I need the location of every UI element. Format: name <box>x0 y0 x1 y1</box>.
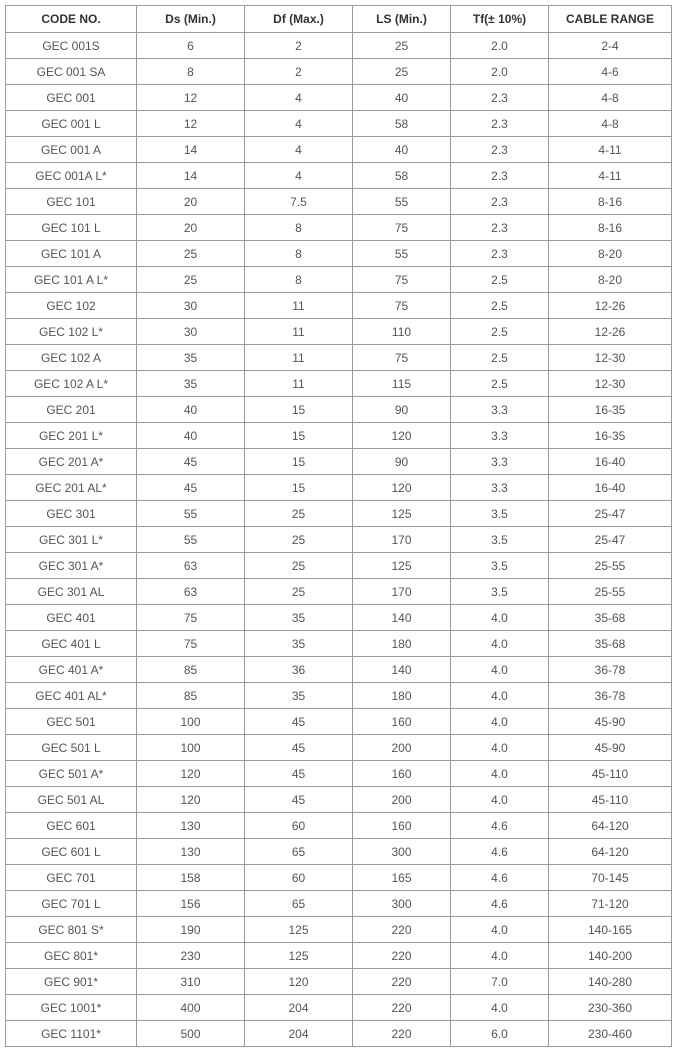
cell-cable-range: 16-40 <box>549 449 672 475</box>
cell-code-no: GEC 102 A <box>6 345 137 371</box>
cell-df-max: 35 <box>245 605 353 631</box>
cell-tf: 6.0 <box>451 1021 549 1047</box>
cell-tf: 4.0 <box>451 735 549 761</box>
cell-ds-min: 12 <box>137 85 245 111</box>
cell-cable-range: 230-460 <box>549 1021 672 1047</box>
cell-tf: 7.0 <box>451 969 549 995</box>
cell-ls-min: 120 <box>353 475 451 501</box>
cell-tf: 2.5 <box>451 371 549 397</box>
cell-ls-min: 160 <box>353 761 451 787</box>
table-row <box>6 813 672 839</box>
cell-cable-range: 8-20 <box>549 267 672 293</box>
cell-code-no: GEC 201 L* <box>6 423 137 449</box>
table-row <box>6 319 672 345</box>
cell-ds-min: 25 <box>137 267 245 293</box>
cell-code-no: GEC 401 A* <box>6 657 137 683</box>
cell-code-no: GEC 301 A* <box>6 553 137 579</box>
cell-ls-min: 140 <box>353 605 451 631</box>
cell-ls-min: 58 <box>353 163 451 189</box>
cell-cable-range: 25-47 <box>549 527 672 553</box>
cell-code-no: GEC 301 AL <box>6 579 137 605</box>
cell-ds-min: 400 <box>137 995 245 1021</box>
table-row <box>6 527 672 553</box>
cell-ls-min: 160 <box>353 813 451 839</box>
table-row <box>6 163 672 189</box>
cell-tf: 2.5 <box>451 345 549 371</box>
cell-ls-min: 75 <box>353 345 451 371</box>
cell-code-no: GEC 101 L <box>6 215 137 241</box>
table-row <box>6 735 672 761</box>
cell-cable-range: 25-55 <box>549 553 672 579</box>
cell-cable-range: 8-16 <box>549 215 672 241</box>
cell-df-max: 25 <box>245 501 353 527</box>
cell-ls-min: 170 <box>353 527 451 553</box>
cell-df-max: 4 <box>245 163 353 189</box>
cell-ds-min: 8 <box>137 59 245 85</box>
cell-cable-range: 16-35 <box>549 397 672 423</box>
cell-code-no: GEC 101 A <box>6 241 137 267</box>
table-row <box>6 33 672 59</box>
cell-code-no: GEC 301 <box>6 501 137 527</box>
cell-tf: 3.5 <box>451 501 549 527</box>
cell-df-max: 4 <box>245 137 353 163</box>
cell-ds-min: 500 <box>137 1021 245 1047</box>
header-ls-min: LS (Min.) <box>353 6 451 33</box>
table-row <box>6 683 672 709</box>
cell-df-max: 45 <box>245 787 353 813</box>
cell-ls-min: 40 <box>353 85 451 111</box>
cell-cable-range: 140-200 <box>549 943 672 969</box>
table-row <box>6 59 672 85</box>
cell-tf: 2.5 <box>451 319 549 345</box>
cell-ls-min: 220 <box>353 943 451 969</box>
table-header <box>6 6 672 33</box>
cell-ls-min: 25 <box>353 33 451 59</box>
header-row <box>6 6 672 33</box>
cell-ds-min: 55 <box>137 501 245 527</box>
cell-cable-range: 64-120 <box>549 813 672 839</box>
table-row <box>6 995 672 1021</box>
cell-df-max: 15 <box>245 423 353 449</box>
cell-tf: 4.0 <box>451 917 549 943</box>
cell-cable-range: 12-30 <box>549 371 672 397</box>
cell-ds-min: 130 <box>137 813 245 839</box>
cell-code-no: GEC 102 A L* <box>6 371 137 397</box>
cell-tf: 3.3 <box>451 449 549 475</box>
table-row <box>6 943 672 969</box>
table-row <box>6 267 672 293</box>
cell-df-max: 25 <box>245 553 353 579</box>
cell-df-max: 4 <box>245 85 353 111</box>
cell-ds-min: 30 <box>137 293 245 319</box>
cell-ls-min: 220 <box>353 1021 451 1047</box>
cell-ds-min: 20 <box>137 215 245 241</box>
cell-ls-min: 25 <box>353 59 451 85</box>
cell-cable-range: 12-30 <box>549 345 672 371</box>
cell-code-no: GEC 102 <box>6 293 137 319</box>
cell-df-max: 45 <box>245 735 353 761</box>
cell-df-max: 204 <box>245 1021 353 1047</box>
cell-df-max: 60 <box>245 813 353 839</box>
cell-ds-min: 85 <box>137 683 245 709</box>
cell-ls-min: 55 <box>353 189 451 215</box>
cell-df-max: 11 <box>245 293 353 319</box>
cell-ds-min: 120 <box>137 787 245 813</box>
cell-ds-min: 45 <box>137 449 245 475</box>
cell-tf: 3.3 <box>451 397 549 423</box>
cell-tf: 4.0 <box>451 761 549 787</box>
spec-table-container <box>5 5 672 1047</box>
cell-df-max: 11 <box>245 371 353 397</box>
cell-cable-range: 2-4 <box>549 33 672 59</box>
cell-df-max: 8 <box>245 267 353 293</box>
cell-code-no: GEC 001 A <box>6 137 137 163</box>
cell-code-no: GEC 401 <box>6 605 137 631</box>
table-row <box>6 293 672 319</box>
cell-df-max: 120 <box>245 969 353 995</box>
table-row <box>6 501 672 527</box>
cell-ls-min: 220 <box>353 995 451 1021</box>
cell-code-no: GEC 201 <box>6 397 137 423</box>
cell-code-no: GEC 101 <box>6 189 137 215</box>
cell-tf: 4.0 <box>451 995 549 1021</box>
cell-cable-range: 4-11 <box>549 163 672 189</box>
table-row <box>6 761 672 787</box>
table-row <box>6 345 672 371</box>
cell-tf: 4.0 <box>451 709 549 735</box>
table-row <box>6 865 672 891</box>
cell-ls-min: 300 <box>353 891 451 917</box>
cell-tf: 2.5 <box>451 293 549 319</box>
table-row <box>6 657 672 683</box>
cell-ds-min: 120 <box>137 761 245 787</box>
cell-df-max: 45 <box>245 761 353 787</box>
cell-cable-range: 4-8 <box>549 85 672 111</box>
cell-code-no: GEC 001 SA <box>6 59 137 85</box>
cell-ds-min: 45 <box>137 475 245 501</box>
cell-df-max: 60 <box>245 865 353 891</box>
cell-ls-min: 300 <box>353 839 451 865</box>
table-row <box>6 85 672 111</box>
cell-df-max: 8 <box>245 215 353 241</box>
cell-df-max: 35 <box>245 631 353 657</box>
cell-code-no: GEC 1101* <box>6 1021 137 1047</box>
cell-df-max: 25 <box>245 579 353 605</box>
cell-code-no: GEC 901* <box>6 969 137 995</box>
table-row <box>6 631 672 657</box>
cell-tf: 3.5 <box>451 553 549 579</box>
cell-cable-range: 36-78 <box>549 683 672 709</box>
cell-ds-min: 20 <box>137 189 245 215</box>
table-row <box>6 371 672 397</box>
cell-ds-min: 158 <box>137 865 245 891</box>
cell-cable-range: 16-35 <box>549 423 672 449</box>
cell-code-no: GEC 701 L <box>6 891 137 917</box>
cell-tf: 4.0 <box>451 657 549 683</box>
cell-ds-min: 55 <box>137 527 245 553</box>
table-row <box>6 137 672 163</box>
cell-ls-min: 140 <box>353 657 451 683</box>
cell-ls-min: 180 <box>353 683 451 709</box>
cell-ds-min: 75 <box>137 631 245 657</box>
cell-df-max: 36 <box>245 657 353 683</box>
cell-cable-range: 140-165 <box>549 917 672 943</box>
cell-code-no: GEC 201 A* <box>6 449 137 475</box>
cell-code-no: GEC 102 L* <box>6 319 137 345</box>
cell-cable-range: 45-110 <box>549 761 672 787</box>
table-row <box>6 917 672 943</box>
cell-ds-min: 40 <box>137 423 245 449</box>
cell-code-no: GEC 001S <box>6 33 137 59</box>
cell-ds-min: 25 <box>137 241 245 267</box>
cell-cable-range: 71-120 <box>549 891 672 917</box>
cell-code-no: GEC 501 <box>6 709 137 735</box>
cell-cable-range: 4-8 <box>549 111 672 137</box>
cell-ds-min: 30 <box>137 319 245 345</box>
cell-cable-range: 25-47 <box>549 501 672 527</box>
table-row <box>6 1021 672 1047</box>
cell-ls-min: 220 <box>353 917 451 943</box>
cell-tf: 4.6 <box>451 813 549 839</box>
cell-tf: 4.6 <box>451 865 549 891</box>
cell-tf: 2.0 <box>451 59 549 85</box>
cell-ls-min: 165 <box>353 865 451 891</box>
cell-tf: 2.3 <box>451 163 549 189</box>
table-row <box>6 605 672 631</box>
cell-cable-range: 70-145 <box>549 865 672 891</box>
cell-code-no: GEC 1001* <box>6 995 137 1021</box>
cell-df-max: 2 <box>245 33 353 59</box>
cell-ls-min: 115 <box>353 371 451 397</box>
cell-ls-min: 90 <box>353 449 451 475</box>
cell-cable-range: 45-90 <box>549 735 672 761</box>
cell-code-no: GEC 601 <box>6 813 137 839</box>
cell-tf: 2.3 <box>451 241 549 267</box>
cell-tf: 4.6 <box>451 839 549 865</box>
cell-ds-min: 85 <box>137 657 245 683</box>
cell-ls-min: 200 <box>353 735 451 761</box>
cell-code-no: GEC 401 AL* <box>6 683 137 709</box>
cell-ds-min: 63 <box>137 579 245 605</box>
cell-code-no: GEC 501 AL <box>6 787 137 813</box>
cell-ds-min: 310 <box>137 969 245 995</box>
cell-cable-range: 8-20 <box>549 241 672 267</box>
table-row <box>6 397 672 423</box>
cell-tf: 2.3 <box>451 111 549 137</box>
cell-ds-min: 130 <box>137 839 245 865</box>
cell-tf: 4.0 <box>451 787 549 813</box>
cell-ls-min: 120 <box>353 423 451 449</box>
cell-ls-min: 125 <box>353 553 451 579</box>
header-ds-min: Ds (Min.) <box>137 6 245 33</box>
cell-ls-min: 75 <box>353 267 451 293</box>
cell-df-max: 7.5 <box>245 189 353 215</box>
cell-code-no: GEC 101 A L* <box>6 267 137 293</box>
cell-cable-range: 4-6 <box>549 59 672 85</box>
cell-code-no: GEC 801 S* <box>6 917 137 943</box>
cell-ds-min: 14 <box>137 163 245 189</box>
cell-ds-min: 35 <box>137 345 245 371</box>
spec-table <box>5 5 672 1047</box>
cell-tf: 4.6 <box>451 891 549 917</box>
cell-df-max: 15 <box>245 475 353 501</box>
table-row <box>6 423 672 449</box>
cell-cable-range: 230-360 <box>549 995 672 1021</box>
cell-tf: 4.0 <box>451 683 549 709</box>
cell-df-max: 11 <box>245 319 353 345</box>
cell-code-no: GEC 701 <box>6 865 137 891</box>
cell-ls-min: 75 <box>353 293 451 319</box>
header-tf-tolerance: Tf(± 10%) <box>451 6 549 33</box>
cell-tf: 2.3 <box>451 137 549 163</box>
table-row <box>6 891 672 917</box>
cell-ls-min: 58 <box>353 111 451 137</box>
cell-tf: 2.3 <box>451 85 549 111</box>
cell-ds-min: 75 <box>137 605 245 631</box>
cell-tf: 2.5 <box>451 267 549 293</box>
cell-df-max: 8 <box>245 241 353 267</box>
cell-ls-min: 200 <box>353 787 451 813</box>
cell-ds-min: 14 <box>137 137 245 163</box>
cell-code-no: GEC 501 L <box>6 735 137 761</box>
header-cable-range: CABLE RANGE <box>549 6 672 33</box>
cell-ds-min: 100 <box>137 735 245 761</box>
cell-cable-range: 12-26 <box>549 319 672 345</box>
cell-ds-min: 100 <box>137 709 245 735</box>
cell-ds-min: 6 <box>137 33 245 59</box>
cell-code-no: GEC 401 L <box>6 631 137 657</box>
cell-tf: 2.0 <box>451 33 549 59</box>
table-row <box>6 241 672 267</box>
cell-ds-min: 190 <box>137 917 245 943</box>
cell-df-max: 125 <box>245 917 353 943</box>
header-df-max: Df (Max.) <box>245 6 353 33</box>
cell-tf: 3.5 <box>451 579 549 605</box>
cell-cable-range: 4-11 <box>549 137 672 163</box>
table-row <box>6 215 672 241</box>
cell-cable-range: 16-40 <box>549 475 672 501</box>
cell-cable-range: 35-68 <box>549 631 672 657</box>
table-row <box>6 969 672 995</box>
cell-cable-range: 140-280 <box>549 969 672 995</box>
cell-ds-min: 63 <box>137 553 245 579</box>
cell-df-max: 15 <box>245 397 353 423</box>
cell-df-max: 65 <box>245 839 353 865</box>
cell-df-max: 2 <box>245 59 353 85</box>
cell-ls-min: 110 <box>353 319 451 345</box>
cell-tf: 4.0 <box>451 631 549 657</box>
cell-ls-min: 180 <box>353 631 451 657</box>
cell-ls-min: 170 <box>353 579 451 605</box>
cell-tf: 3.3 <box>451 475 549 501</box>
cell-ls-min: 40 <box>353 137 451 163</box>
cell-cable-range: 36-78 <box>549 657 672 683</box>
cell-ls-min: 55 <box>353 241 451 267</box>
table-row <box>6 709 672 735</box>
cell-ls-min: 125 <box>353 501 451 527</box>
cell-code-no: GEC 801* <box>6 943 137 969</box>
cell-cable-range: 35-68 <box>549 605 672 631</box>
table-body <box>6 33 672 1047</box>
cell-df-max: 25 <box>245 527 353 553</box>
table-row <box>6 553 672 579</box>
cell-code-no: GEC 001A L* <box>6 163 137 189</box>
table-row <box>6 475 672 501</box>
cell-code-no: GEC 001 <box>6 85 137 111</box>
cell-df-max: 35 <box>245 683 353 709</box>
cell-cable-range: 45-90 <box>549 709 672 735</box>
table-row <box>6 189 672 215</box>
cell-df-max: 125 <box>245 943 353 969</box>
cell-ds-min: 12 <box>137 111 245 137</box>
cell-df-max: 65 <box>245 891 353 917</box>
cell-cable-range: 25-55 <box>549 579 672 605</box>
cell-ls-min: 75 <box>353 215 451 241</box>
cell-ds-min: 40 <box>137 397 245 423</box>
cell-cable-range: 12-26 <box>549 293 672 319</box>
cell-tf: 2.3 <box>451 189 549 215</box>
cell-code-no: GEC 001 L <box>6 111 137 137</box>
header-code-no: CODE NO. <box>6 6 137 33</box>
cell-cable-range: 8-16 <box>549 189 672 215</box>
table-row <box>6 839 672 865</box>
cell-code-no: GEC 601 L <box>6 839 137 865</box>
cell-ls-min: 90 <box>353 397 451 423</box>
cell-ls-min: 160 <box>353 709 451 735</box>
cell-ds-min: 35 <box>137 371 245 397</box>
table-row <box>6 111 672 137</box>
cell-code-no: GEC 301 L* <box>6 527 137 553</box>
cell-cable-range: 64-120 <box>549 839 672 865</box>
cell-df-max: 15 <box>245 449 353 475</box>
cell-df-max: 4 <box>245 111 353 137</box>
cell-code-no: GEC 501 A* <box>6 761 137 787</box>
cell-df-max: 45 <box>245 709 353 735</box>
cell-df-max: 11 <box>245 345 353 371</box>
cell-tf: 2.3 <box>451 215 549 241</box>
table-row <box>6 579 672 605</box>
cell-ds-min: 230 <box>137 943 245 969</box>
cell-tf: 3.5 <box>451 527 549 553</box>
cell-tf: 3.3 <box>451 423 549 449</box>
table-row <box>6 787 672 813</box>
cell-cable-range: 45-110 <box>549 787 672 813</box>
cell-ds-min: 156 <box>137 891 245 917</box>
cell-df-max: 204 <box>245 995 353 1021</box>
cell-code-no: GEC 201 AL* <box>6 475 137 501</box>
cell-tf: 4.0 <box>451 943 549 969</box>
table-row <box>6 449 672 475</box>
cell-tf: 4.0 <box>451 605 549 631</box>
cell-ls-min: 220 <box>353 969 451 995</box>
